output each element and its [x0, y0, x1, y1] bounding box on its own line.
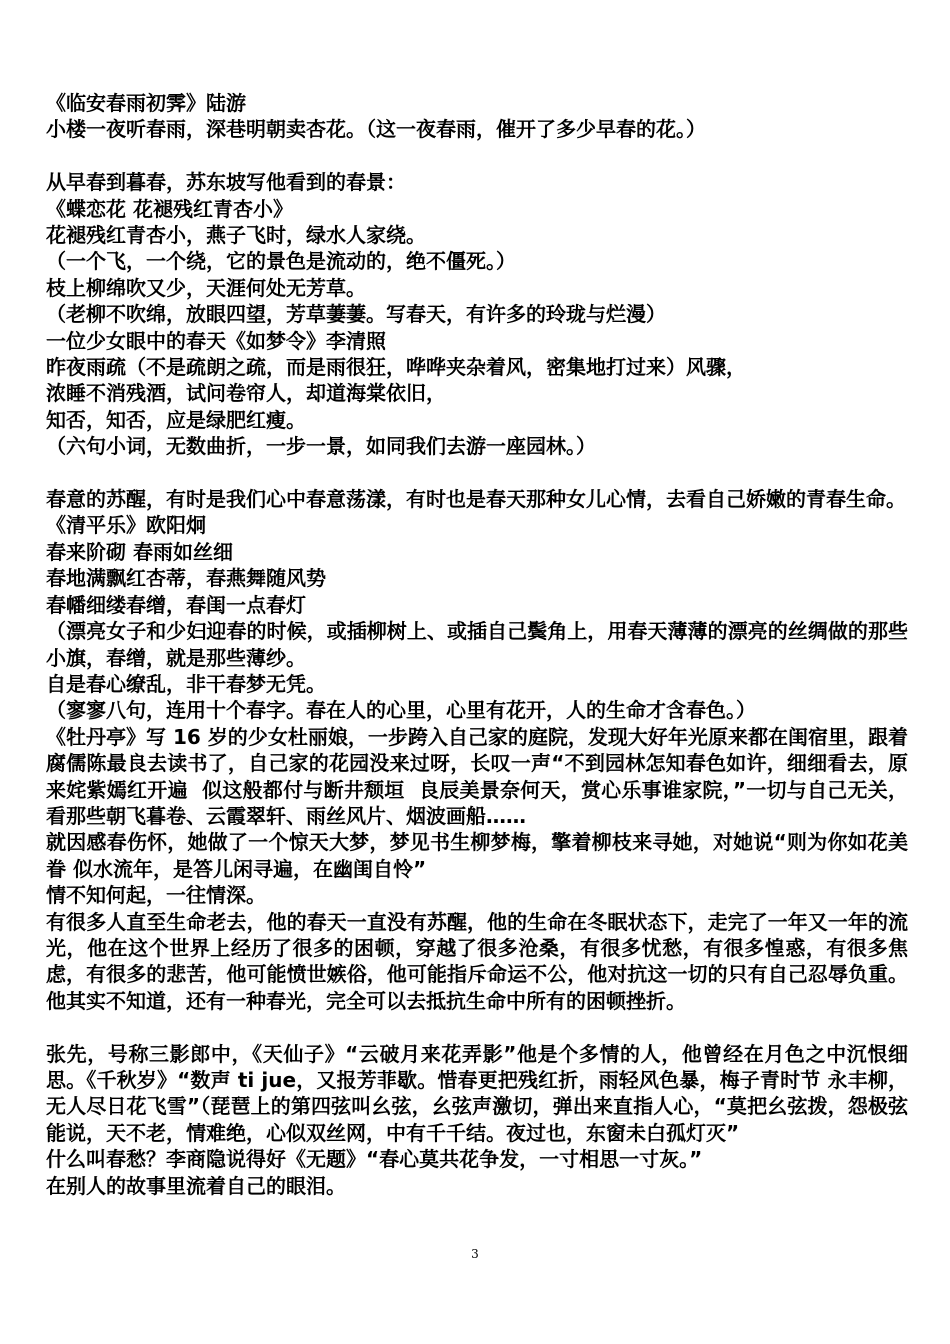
paragraph: （六句小词，无数曲折，一步一景，如同我们去游一座园林。） [46, 434, 596, 459]
paragraph: 春意的苏醒，有时是我们心中春意荡漾，有时也是春天那种女儿心情，去看自己娇嫩的青春生命。 [46, 487, 906, 512]
paragraph: 春来阶砌 春雨如丝细 [46, 539, 233, 564]
paragraph: 有很多人直至生命老去，他的春天一直没有苏醒，他的生命在冬眠状态下，走完了一年又一年的流光，他在这个世界上经历了很多的困顿，穿越了很多沧桑，有很多忧愁，有很多惶惑，有很多焦虑，有很多的悲苦，他可能愤世嫉俗，他可能指斥命运不公，他对抗这一切的只有自己忍辱负重。他其实不知道，还有一种春光，完全可以去抵抗生命中所有的困顿挫折。 [46, 909, 908, 1013]
blank-line [46, 1014, 908, 1040]
paragraph: 一位少女眼中的春天《如梦令》李清照 [46, 328, 386, 353]
paragraph: 《临安春雨初霁》陆游 [46, 91, 246, 115]
paragraph: 春幡细缕春缯，春闺一点春灯 [46, 592, 306, 617]
paragraph: 张先，号称三影郎中，《天仙子》“云破月来花弄影”他是个多情的人，他曾经在月色之中沉恨细思。《千秋岁》“数声 ti jue，又报芳菲歇。惜春更把残红折，雨轻风色暴，梅子青时节 永丰柳，无人尽日花飞雪”（琵琶上的第四弦叫幺弦，幺弦声激切，弹出来直指人心，“莫把幺弦拨，怨极弦能说，天不老，情难绝，心似双丝网，中有千千结。夜过也，东窗未白孤灯灭” [46, 1041, 908, 1145]
paragraph: （漂亮女子和少妇迎春的时候，或插柳树上、或插自己鬓角上，用春天薄薄的漂亮的丝绸做的那些小旗，春缯，就是那些薄纱。 [46, 619, 908, 670]
paragraph: （寥寥八句，连用十个春字。春在人的心里，心里有花开，人的生命才含春色。） [46, 698, 756, 723]
blank-line [46, 460, 908, 486]
paragraph: 就因感春伤怀，她做了一个惊天大梦，梦见书生柳梦梅，擎着柳枝来寻她，对她说“则为你如花美眷 似水流年，是答儿闲寻遍，在幽闺自怜” [46, 830, 908, 881]
paragraph: 《清平乐》欧阳炯 [46, 513, 206, 538]
paragraph: 花褪残红青杏小，燕子飞时，绿水人家绕。 [46, 223, 426, 248]
paragraph: 枝上柳绵吹又少，天涯何处无芳草。 [46, 275, 366, 300]
paragraph: 从早春到暮春，苏东坡写他看到的春景： [46, 170, 406, 195]
paragraph: 小楼一夜听春雨，深巷明朝卖杏花。（这一夜春雨，催开了多少早春的花。） [46, 117, 706, 142]
paragraph: （一个飞，一个绕，它的景色是流动的，绝不僵死。） [46, 249, 516, 274]
paragraph: 春地满飘红杏蒂，春燕舞随风势 [46, 566, 326, 591]
blank-line [46, 143, 908, 169]
paragraph: 在别人的故事里流着自己的眼泪。 [46, 1173, 346, 1198]
paragraph: 浓睡不消残酒，试问卷帘人，却道海棠依旧， [46, 381, 446, 406]
paragraph: （老柳不吹绵，放眼四望，芳草萋萋。写春天，有许多的玲珑与烂漫） [46, 302, 666, 327]
paragraph: 昨夜雨疏（不是疏朗之疏，而是雨很狂，哗哗夹杂着风，密集地打过来）风骤， [46, 355, 746, 380]
paragraph: 什么叫春愁？李商隐说得好《无题》“春心莫共花争发，一寸相思一寸灰。” [46, 1147, 703, 1172]
page-number: 3 [471, 1247, 479, 1261]
paragraph: 《牡丹亭》写 16 岁的少女杜丽娘，一步跨入自己家的庭院，发现大好年光原来都在闺宿里，跟着腐儒陈最良去读书了，自己家的花园没来过呀，长叹一声“不到园林怎知春色如许，细细看去，原来姹紫嫣红开遍 似这般都付与断井颓垣 良辰美景奈何天，赏心乐事谁家院，”一切与自己无关，看那些朝飞暮卷、云霞翠轩、雨丝风片、烟波画船…… [46, 724, 908, 828]
paragraph: 情不知何起，一往情深。 [46, 883, 266, 908]
document-body [46, 90, 908, 1199]
paragraph: 知否，知否，应是绿肥红瘦。 [46, 407, 306, 432]
paragraph: 自是春心缭乱，非干春梦无凭。 [46, 671, 326, 696]
paragraph: 《蝶恋花 花褪残红青杏小》 [46, 196, 293, 221]
